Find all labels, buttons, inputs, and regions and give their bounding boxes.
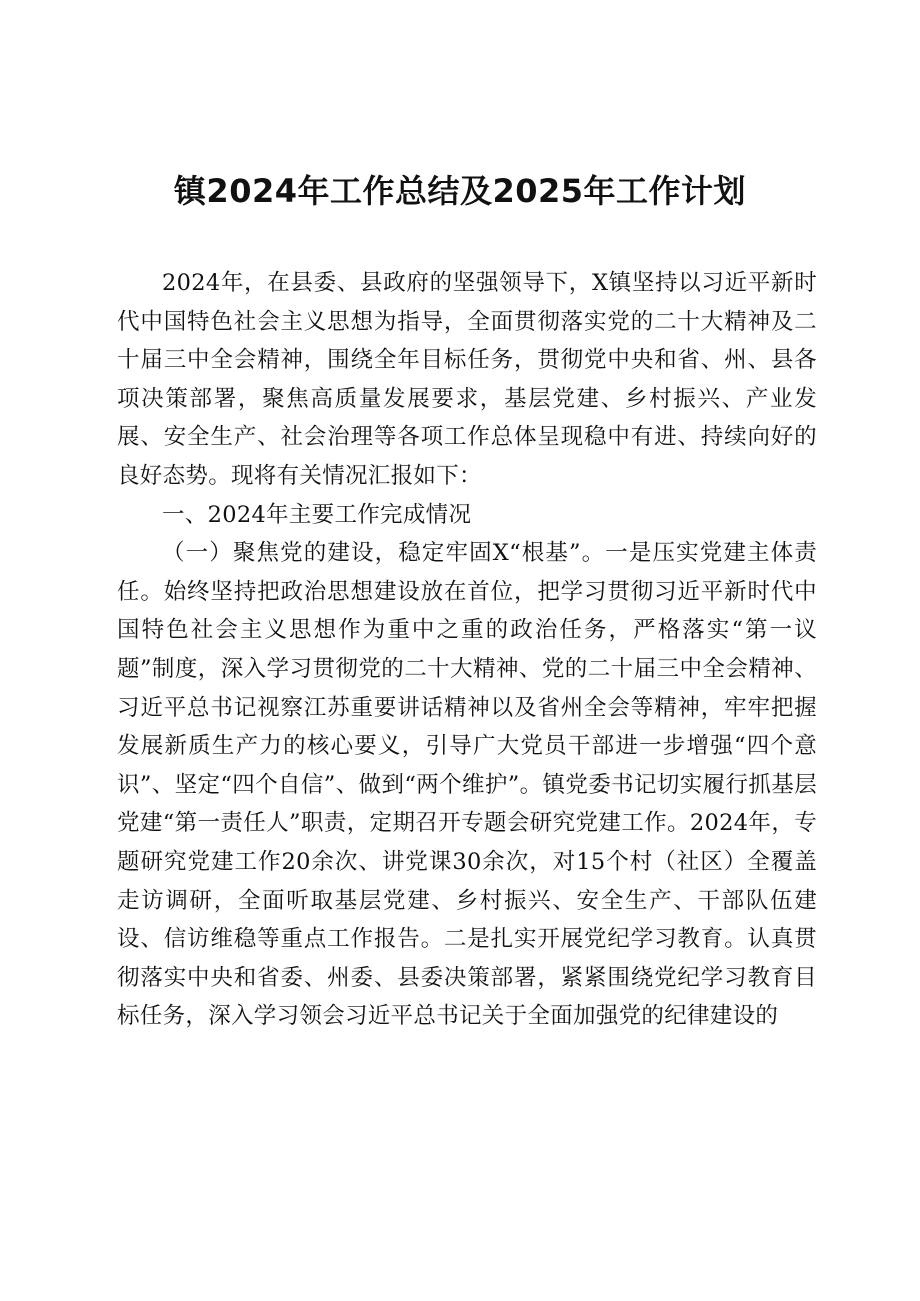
section-heading: 一、2024年主要工作完成情况 xyxy=(162,501,472,528)
document-body xyxy=(117,264,817,1036)
document-title: 镇2024年工作总结及2025年工作计划 xyxy=(173,172,747,210)
intro-paragraph: 2024年，在县委、县政府的坚强领导下，X镇坚持以习近平新时代中国特色社会主义思想为指导，全面贯彻落实党的二十大精神及二十届三中全会精神，围绕全年目标任务，贯彻党中央和省、州、县各项决策部署，聚焦高质量发展要求，基层党建、乡村振兴、产业发展、安全生产、社会治理等各项工作总体呈现稳中有进、持续向好的良好态势。现将有关情况汇报如下： xyxy=(117,270,817,489)
section-paragraph: （一）聚焦党的建设，稳定牢固X“根基”。一是压实党建主体责任。始终坚持把政治思想建设放在首位，把学习贯彻习近平新时代中国特色社会主义思想作为重中之重的政治任务，严格落实“第一议题”制度，深入学习贯彻党的二十大精神、党的二十届三中全会精神、习近平总书记视察江苏重要讲话精神以及省州全会等精神，牢牢把握发展新质生产力的核心要义，引导广大党员干部进一步增强“四个意识”、坚定“四个自信”、做到“两个维护”。镇党委书记切实履行抓基层党建“第一责任人”职责，定期召开专题会研究党建工作。2024年，专题研究党建工作20余次、讲党课30余次，对15个村（社区）全覆盖走访调研，全面听取基层党建、乡村振兴、安全生产、干部队伍建设、信访维稳等重点工作报告。二是扎实开展党纪学习教育。认真贯彻落实中央和省委、州委、县委决策部署，紧紧围绕党纪学习教育目标任务，深入学习领会习近平总书记关于全面加强党的纪律建设的 xyxy=(117,540,817,1030)
